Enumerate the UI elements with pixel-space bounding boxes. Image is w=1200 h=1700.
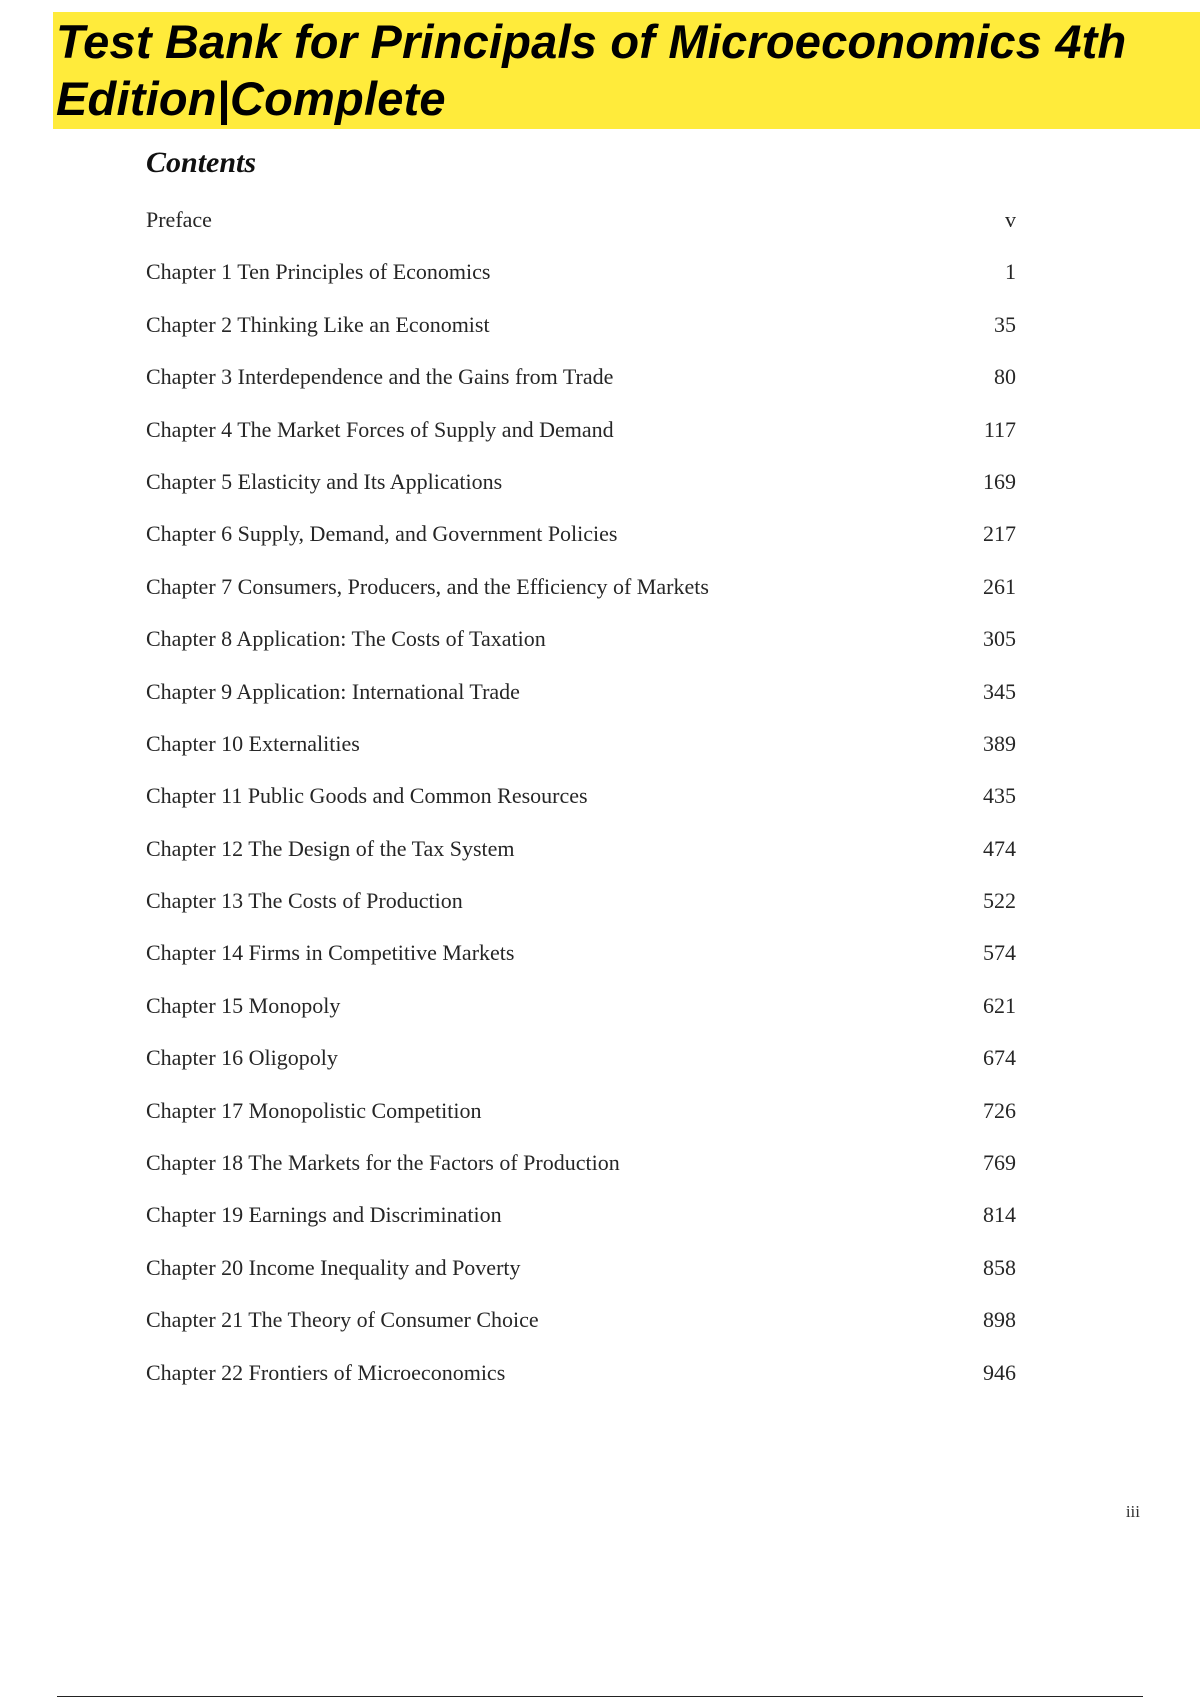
toc-entry-page: 435 bbox=[983, 783, 1016, 809]
toc-entry-page: 389 bbox=[983, 730, 1016, 756]
toc-entry bbox=[146, 1091, 1016, 1143]
toc-entry bbox=[146, 933, 1016, 985]
toc-entry bbox=[146, 1248, 1016, 1300]
toc-entry bbox=[146, 567, 1016, 619]
toc-entry bbox=[146, 462, 1016, 514]
toc-entry-page: v bbox=[1005, 207, 1016, 232]
toc-entry bbox=[146, 410, 1016, 462]
toc-entry-page: 574 bbox=[983, 940, 1016, 966]
toc-entry-label: Chapter 7 Consumers, Producers, and the Efficiency of Markets bbox=[146, 573, 709, 599]
toc-entry-label: Chapter 16 Oligopoly bbox=[146, 1045, 338, 1071]
toc-entry-label: Chapter 14 Firms in Competitive Markets bbox=[146, 940, 515, 966]
toc-entry bbox=[146, 672, 1016, 724]
table-of-contents bbox=[146, 200, 1016, 1405]
toc-entry bbox=[146, 619, 1016, 671]
contents-heading: Contents bbox=[146, 146, 257, 179]
toc-entry-label: Chapter 8 Application: The Costs of Taxation bbox=[146, 626, 546, 652]
toc-entry-page: 726 bbox=[983, 1097, 1016, 1123]
toc-entry-label: Chapter 11 Public Goods and Common Resources bbox=[146, 783, 588, 809]
toc-entry-page: 946 bbox=[983, 1359, 1016, 1385]
toc-entry-label: Chapter 22 Frontiers of Microeconomics bbox=[146, 1359, 506, 1385]
toc-entry-label: Chapter 6 Supply, Demand, and Government Policies bbox=[146, 521, 618, 547]
toc-entry-page: 345 bbox=[983, 678, 1016, 704]
toc-entry-label: Chapter 21 The Theory of Consumer Choice bbox=[146, 1307, 539, 1333]
toc-entry-label: Chapter 12 The Design of the Tax System bbox=[146, 835, 515, 861]
toc-entry-page: 261 bbox=[983, 573, 1016, 599]
toc-entry-page: 522 bbox=[983, 888, 1016, 914]
toc-entry-page: 898 bbox=[983, 1307, 1016, 1333]
toc-entry-label: Chapter 18 The Markets for the Factors of Production bbox=[146, 1150, 620, 1176]
toc-entry-label: Chapter 1 Ten Principles of Economics bbox=[146, 259, 491, 285]
toc-entry-label: Chapter 4 The Market Forces of Supply and Demand bbox=[146, 416, 614, 442]
toc-entry bbox=[146, 1300, 1016, 1352]
footer-divider bbox=[57, 1696, 1143, 1697]
toc-entry bbox=[146, 881, 1016, 933]
toc-entry-label: Chapter 3 Interdependence and the Gains from Trade bbox=[146, 364, 614, 390]
toc-entry-label: Preface bbox=[146, 207, 212, 232]
toc-entry bbox=[146, 724, 1016, 776]
toc-entry-page: 769 bbox=[983, 1150, 1016, 1176]
toc-entry-page: 217 bbox=[983, 521, 1016, 547]
toc-entry-page: 621 bbox=[983, 992, 1016, 1018]
toc-entry bbox=[146, 1143, 1016, 1195]
toc-entry bbox=[146, 776, 1016, 828]
toc-entry-label: Chapter 20 Income Inequality and Poverty bbox=[146, 1254, 521, 1280]
toc-entry bbox=[146, 829, 1016, 881]
toc-entry-page: 80 bbox=[994, 364, 1016, 390]
toc-entry-page: 814 bbox=[983, 1202, 1016, 1228]
toc-entry-page: 117 bbox=[983, 416, 1016, 442]
toc-entry-label: Chapter 2 Thinking Like an Economist bbox=[146, 311, 490, 337]
toc-entry-label: Chapter 5 Elasticity and Its Applications bbox=[146, 468, 503, 494]
toc-entry bbox=[146, 357, 1016, 409]
toc-entry-page: 858 bbox=[983, 1254, 1016, 1280]
toc-entry-label: Chapter 9 Application: International Trade bbox=[146, 678, 520, 704]
toc-entry-label: Chapter 10 Externalities bbox=[146, 730, 360, 756]
toc-entry bbox=[146, 1195, 1016, 1247]
document-title: Test Bank for Principals of Microeconomics 4th Edition|Complete bbox=[56, 15, 1127, 125]
toc-entry-label: Chapter 17 Monopolistic Competition bbox=[146, 1097, 482, 1123]
toc-entry-page: 1 bbox=[1005, 259, 1016, 285]
toc-entry-label: Chapter 13 The Costs of Production bbox=[146, 888, 463, 914]
toc-entry bbox=[146, 1038, 1016, 1090]
toc-entry bbox=[146, 1353, 1016, 1405]
toc-entry-page: 35 bbox=[994, 311, 1016, 337]
toc-entry-page: 674 bbox=[983, 1045, 1016, 1071]
toc-entry-page: 305 bbox=[983, 626, 1016, 652]
toc-entry-page: 474 bbox=[983, 835, 1016, 861]
toc-entry bbox=[146, 514, 1016, 566]
toc-entry-label: Chapter 19 Earnings and Discrimination bbox=[146, 1202, 502, 1228]
toc-entry-page: 169 bbox=[983, 468, 1016, 494]
page-number: iii bbox=[1125, 1502, 1140, 1521]
toc-entry bbox=[146, 252, 1016, 304]
title-banner bbox=[53, 12, 1200, 129]
toc-entry bbox=[146, 986, 1016, 1038]
toc-entry bbox=[146, 305, 1016, 357]
toc-entry-label: Chapter 15 Monopoly bbox=[146, 992, 341, 1018]
toc-entry bbox=[146, 200, 1016, 252]
